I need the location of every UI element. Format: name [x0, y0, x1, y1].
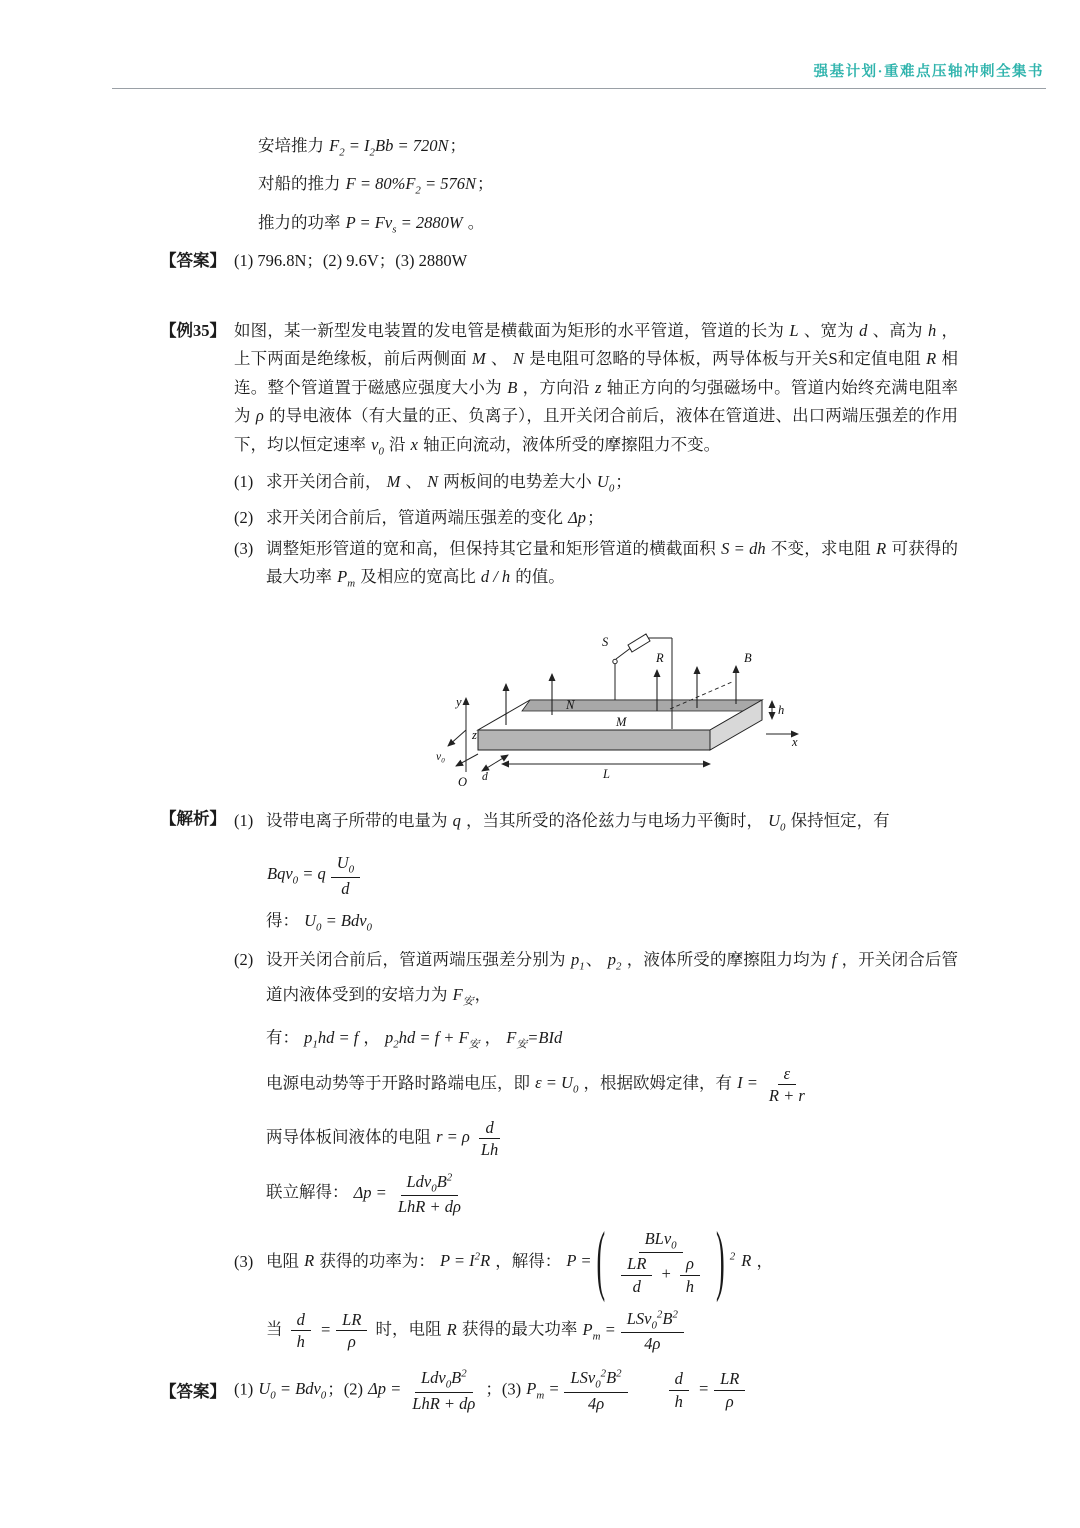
math-segment: $P_m$	[337, 567, 356, 590]
fraction	[475, 1117, 504, 1161]
text-segment: ，	[474, 984, 492, 1004]
text-segment: 对船的推力	[258, 174, 345, 194]
label-R: R	[656, 651, 664, 666]
text-segment	[632, 1379, 665, 1398]
math-segment: $F_安=BId$	[506, 1027, 563, 1050]
example-body	[234, 317, 958, 598]
math-segment: 4ρ	[644, 1334, 661, 1354]
math-segment: r = ρ	[436, 1127, 470, 1147]
math-segment: f	[831, 950, 837, 970]
plate-M	[478, 730, 710, 750]
label-d: d	[482, 771, 488, 784]
text-segment: 沿	[384, 434, 410, 454]
item-number: (2)	[234, 508, 254, 528]
text-segment: 是电阻可忽略的导体板，两导体板与开关S和定值电阻	[524, 349, 926, 369]
formula-line	[266, 852, 958, 899]
math-segment: $p_1$	[570, 950, 585, 973]
math-segment: $U_0$	[768, 811, 786, 834]
item-text	[266, 468, 958, 503]
prelude-line	[258, 130, 970, 168]
label-L: L	[603, 767, 610, 782]
figure-wrap	[420, 612, 812, 797]
text-segment: 轴正向流动，液体所受的摩擦阻力不变。	[418, 434, 721, 454]
formula-line	[266, 1170, 958, 1217]
math-segment: I =	[737, 1073, 758, 1093]
math-segment: LR	[342, 1309, 362, 1329]
math-segment: $F_2 = I_2Bb = 720N$	[329, 136, 449, 159]
text-segment: 有：	[266, 1027, 304, 1047]
math-segment: M	[386, 471, 401, 491]
math-segment: $LSv_0^2B^2$	[626, 1308, 678, 1331]
answer-row-2	[160, 1367, 970, 1414]
analysis-label: 【解析】	[160, 809, 226, 829]
big-parenthesis: (	[596, 1216, 606, 1304]
fraction	[621, 1307, 684, 1354]
text-segment: ，解得：	[491, 1251, 566, 1271]
text-segment: 设带电离子所带的电量为	[266, 811, 452, 831]
math-segment: d	[632, 1276, 641, 1296]
text-segment: 求开关闭合前后，管道两端压强差的变化	[266, 508, 568, 528]
math-segment: $P = Fv_s = 2880W$	[345, 212, 463, 235]
fraction	[291, 1309, 311, 1353]
math-segment: ρ	[685, 1254, 694, 1274]
text-segment: ；(2)	[327, 1379, 368, 1399]
analysis-item-1	[234, 807, 958, 842]
fraction	[621, 1253, 652, 1297]
math-segment: 2	[729, 1250, 736, 1263]
label-S: S	[602, 635, 609, 650]
math-segment: ρ	[725, 1391, 734, 1411]
math-segment: $p_1hd = f$	[304, 1027, 359, 1050]
math-segment: LhR + dρ	[412, 1393, 476, 1413]
text-segment: ，根据欧姆定律，有	[579, 1073, 737, 1093]
page-content	[160, 130, 970, 1414]
text-segment: 的导电液体（有大量的正、负离子），且开关闭合前后，液体在管道进、出口两端压强差的作用下，均以恒定速率	[234, 406, 959, 454]
example-paragraph	[234, 317, 958, 466]
formula-line	[266, 909, 958, 936]
text-segment: 推力的功率	[258, 212, 345, 232]
text-segment: 安培推力	[258, 136, 329, 155]
math-segment: z	[594, 377, 602, 397]
text-segment: 两板间的电势差大小	[439, 471, 596, 491]
math-segment: h	[296, 1332, 305, 1352]
fraction	[714, 1368, 745, 1412]
math-segment: B	[507, 377, 518, 397]
math-segment: d	[674, 1369, 683, 1389]
prelude-block	[258, 130, 970, 245]
text-segment: 求开关闭合前，	[266, 471, 386, 491]
answer-label: 【答案】	[160, 250, 226, 270]
header-rule	[112, 88, 1046, 89]
formula-line	[266, 1026, 958, 1053]
text-segment: 、	[585, 950, 607, 970]
math-segment: $P_m$ =	[526, 1379, 560, 1402]
fraction	[613, 1228, 708, 1297]
math-segment: 4ρ	[587, 1393, 605, 1413]
analysis-row	[160, 805, 970, 1364]
item-text	[266, 807, 958, 842]
spacer	[160, 271, 970, 315]
math-segment: $F = 80\%F_2 = 576N$	[345, 174, 476, 197]
answer-body	[234, 1367, 958, 1414]
label-z: z	[472, 728, 477, 743]
math-segment: R	[926, 349, 937, 369]
resistor-box	[628, 634, 650, 652]
math-segment: Bqv$_0$ = q	[267, 864, 326, 887]
label-h: h	[778, 703, 785, 718]
duct-generator-diagram	[420, 612, 812, 797]
label-y: y	[456, 695, 462, 710]
example-item-2	[234, 504, 958, 533]
math-segment: R	[876, 538, 887, 558]
math-segment: Δp	[568, 508, 587, 528]
math-segment: $p_2$	[607, 950, 622, 973]
answer-body	[234, 247, 958, 271]
math-segment: =	[315, 1319, 332, 1339]
analysis-item-2	[234, 946, 958, 1016]
fraction	[680, 1253, 700, 1297]
item-text	[266, 504, 958, 533]
dim-d-back	[495, 755, 508, 763]
text-segment: 、	[486, 349, 512, 369]
example-label: 【例35】	[160, 320, 226, 340]
math-segment: $F_安$	[452, 984, 474, 1008]
text-segment: 设开关闭合前后，管道两端压强差分别为	[266, 950, 570, 970]
text-segment: 及相应的宽高比	[356, 567, 480, 587]
math-segment: LR	[627, 1254, 647, 1274]
text-segment: 不变，求电阻	[766, 538, 876, 558]
math-segment: S = dh	[721, 538, 766, 558]
text-segment: 、高为	[868, 320, 927, 340]
math-segment: +	[656, 1264, 676, 1284]
item-text	[266, 1216, 958, 1304]
text-segment: 当	[266, 1319, 287, 1339]
math-segment: Δp =	[368, 1379, 402, 1399]
switch-contact	[613, 660, 617, 664]
item-number: (2)	[234, 950, 254, 970]
text-segment: 获得的最大功率	[457, 1319, 582, 1339]
analysis-item-3	[234, 1216, 958, 1304]
text-segment: ；	[477, 174, 494, 194]
text-segment: ，	[480, 1027, 506, 1047]
fraction	[336, 1309, 367, 1353]
math-segment: ε	[783, 1063, 791, 1083]
label-M: M	[616, 715, 627, 730]
item-number: (1)	[234, 471, 254, 491]
item-text	[266, 535, 958, 598]
text-segment: (1)	[234, 1379, 258, 1399]
fraction	[331, 852, 360, 899]
formula-line	[266, 1117, 958, 1161]
text-segment: 获得的功率为：	[315, 1251, 439, 1271]
label-N: N	[566, 698, 575, 713]
math-segment: $\varepsilon = U_0$	[535, 1073, 579, 1096]
math-segment: x	[410, 434, 418, 454]
prelude-line	[258, 207, 970, 245]
math-segment: M	[472, 349, 486, 369]
text-segment: ，开关闭合后管道内液体受到的安培力为	[266, 950, 959, 1004]
text-segment: ；	[449, 136, 466, 155]
formula-line	[266, 1307, 958, 1354]
math-segment: Δp =	[353, 1182, 387, 1202]
formula-line	[266, 1063, 958, 1107]
math-segment: d	[341, 878, 350, 898]
text-segment: ，液体所受的摩擦阻力均为	[622, 950, 831, 970]
math-segment: P =	[566, 1251, 592, 1271]
text-segment: 如图，某一新型发电装置的发电管是横截面为矩形的水平管道，管道的长为	[234, 320, 789, 340]
math-segment: $Ldv_0B^2$	[406, 1171, 453, 1195]
answer-label: 【答案】	[160, 1382, 226, 1402]
math-segment: q	[452, 811, 461, 831]
math-segment: =	[693, 1379, 710, 1399]
label-x: x	[792, 735, 798, 750]
example-row	[160, 317, 970, 598]
text-segment: 轴正方向的匀强磁场中。管道内始终充满电阻率为	[234, 377, 959, 426]
math-segment: h	[674, 1391, 683, 1411]
math-segment: $LSv_0^2B^2$	[570, 1367, 622, 1391]
text-segment: 、	[401, 471, 427, 491]
fraction	[392, 1170, 467, 1217]
math-segment: LhR + dρ	[397, 1197, 461, 1217]
text-segment: 得：	[266, 910, 304, 930]
fraction	[763, 1063, 811, 1107]
text-segment: ；(3)	[485, 1379, 526, 1399]
text-segment: ，	[752, 1251, 773, 1271]
math-segment: N	[427, 471, 439, 491]
text-segment: 的值。	[511, 567, 565, 587]
text-segment: 。	[463, 212, 485, 232]
math-segment: ρ	[347, 1332, 356, 1352]
math-segment: R	[446, 1319, 457, 1339]
item-number: (3)	[234, 1252, 254, 1272]
text-segment: ；	[615, 471, 632, 491]
item-number: (3)	[234, 538, 254, 558]
math-segment: h	[685, 1276, 695, 1296]
dim-d-front	[482, 763, 495, 771]
math-segment: d / h	[480, 567, 511, 587]
v0-arrow	[456, 754, 478, 766]
math-segment: $U_0 = Bdv_0$	[304, 910, 372, 934]
math-segment: $Ldv_0B^2$	[420, 1367, 467, 1391]
text-segment: (1) 796.8N；(2) 9.6V；(3) 2880W	[234, 250, 468, 270]
math-segment: d	[296, 1309, 305, 1329]
answer-row-1	[160, 247, 970, 271]
text-segment: 可获得的最大功率	[266, 538, 959, 587]
math-segment: d	[485, 1117, 494, 1137]
math-segment: $p_2hd = f + F_安$	[385, 1027, 480, 1050]
math-segment: Lh	[480, 1140, 499, 1160]
text-segment: ，当其所受的洛伦兹力与电场力平衡时，	[461, 811, 768, 831]
math-segment: LR	[720, 1369, 740, 1389]
math-segment: BLv$_0$	[644, 1228, 677, 1252]
plate-N	[522, 700, 762, 711]
math-segment: R	[737, 1251, 752, 1271]
math-segment: ρ	[255, 406, 264, 426]
text-segment: 调整矩形管道的宽和高，但保持其它量和矩形管道的横截面积	[266, 538, 721, 558]
math-segment: $P_m$ =	[582, 1319, 616, 1342]
math-segment: N	[512, 349, 524, 369]
fraction	[406, 1367, 481, 1414]
analysis-body	[234, 805, 958, 1364]
math-segment: $U_0$	[596, 471, 615, 494]
math-segment: d	[859, 320, 868, 340]
label-O: O	[458, 775, 468, 790]
text-segment: 相连。整个管道置于磁感应强度大小为	[234, 349, 959, 397]
text-segment: 联立解得：	[266, 1182, 353, 1202]
text-segment: ，方向沿	[518, 377, 594, 397]
math-segment: $U_0 = Bdv_0$	[258, 1379, 327, 1402]
text-segment: ；	[587, 508, 604, 528]
text-segment: 电源电动势等于开路时路端电压，即	[266, 1073, 535, 1093]
big-parenthesis: )	[716, 1216, 725, 1304]
item-number: (1)	[234, 811, 254, 831]
math-segment: R + r	[768, 1086, 805, 1106]
math-segment: h	[927, 320, 937, 340]
item-text	[266, 946, 958, 1016]
text-segment: 、宽为	[799, 320, 859, 340]
label-v0: v₀	[436, 751, 446, 764]
text-segment: ，	[359, 1027, 385, 1047]
math-segment: $U_0$	[336, 853, 355, 876]
math-segment: $v_0$	[371, 434, 384, 458]
text-segment: 时，电阻	[371, 1319, 446, 1339]
math-segment: R	[304, 1251, 315, 1271]
prelude-line	[258, 168, 970, 206]
math-segment: $P = I^2R$	[439, 1250, 491, 1271]
z-axis	[448, 730, 466, 746]
text-segment: ，上下两面是绝缘板，前后两侧面	[234, 320, 959, 369]
example-item-3	[234, 535, 958, 598]
text-segment: 电阻	[266, 1251, 304, 1271]
page-header-title: 强基计划·重难点压轴冲刺全集书	[813, 64, 1044, 80]
label-B: B	[744, 651, 752, 666]
text-segment: 两导体板间液体的电阻	[266, 1127, 436, 1147]
fraction	[669, 1368, 689, 1412]
fraction	[564, 1367, 627, 1414]
text-segment: 保持恒定，有	[786, 811, 890, 831]
math-segment: L	[789, 320, 799, 340]
example-item-1	[234, 468, 958, 503]
